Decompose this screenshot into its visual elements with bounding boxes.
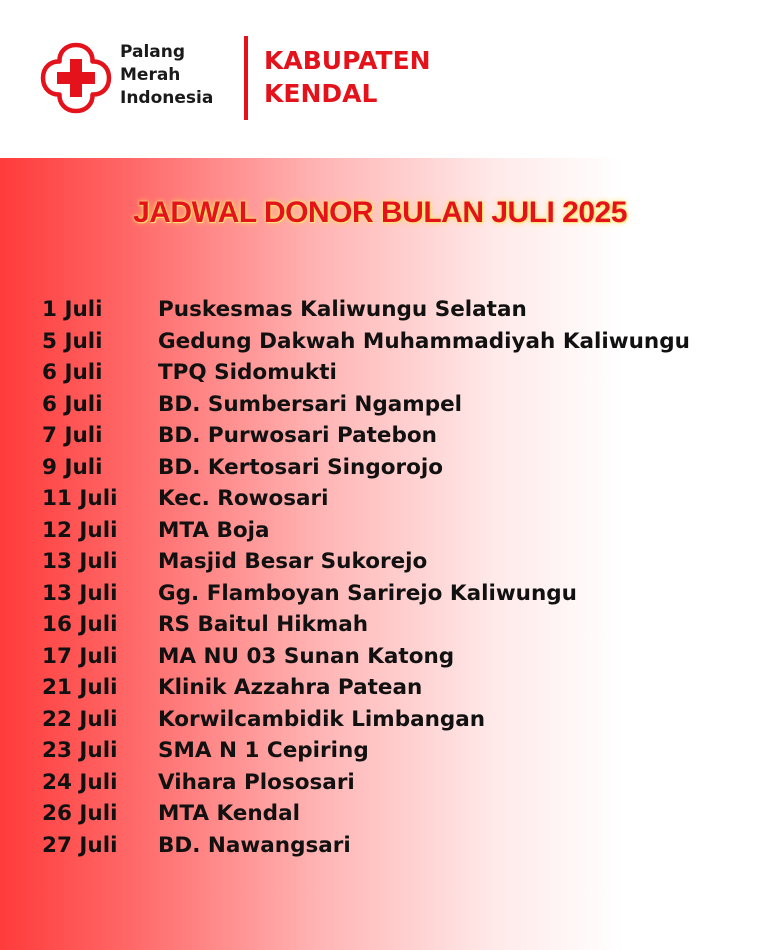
header-divider	[244, 36, 248, 120]
list-item	[42, 483, 742, 515]
schedule-location: Gg. Flamboyan Sarirejo Kaliwungu	[158, 580, 577, 606]
schedule-date: 22 Juli	[42, 706, 118, 732]
schedule-location: Vihara Plososari	[158, 769, 355, 795]
schedule-location: SMA N 1 Cepiring	[158, 738, 369, 764]
org-name-line-2: Merah	[120, 65, 181, 85]
schedule-date: 6 Juli	[42, 360, 103, 386]
list-item	[42, 326, 742, 358]
red-cross-flower-logo-icon	[40, 42, 112, 114]
list-item	[42, 609, 742, 641]
schedule-location: MTA Kendal	[158, 801, 300, 827]
schedule-location: RS Baitul Hikmah	[158, 612, 369, 638]
schedule-date: 7 Juli	[42, 423, 103, 449]
schedule-location: BD. Kertosari Singorojo	[158, 454, 444, 480]
list-item	[42, 452, 742, 484]
list-item	[42, 515, 742, 547]
list-item	[42, 357, 742, 389]
header	[0, 0, 760, 158]
schedule-location: Gedung Dakwah Muhammadiyah Kaliwungu	[158, 328, 690, 354]
branch-name-line-1: KABUPATEN	[264, 46, 431, 75]
schedule-location: BD. Nawangsari	[158, 832, 351, 858]
schedule-date: 13 Juli	[42, 580, 118, 606]
schedule-date: 5 Juli	[42, 328, 103, 354]
list-item	[42, 546, 742, 578]
schedule-date: 21 Juli	[42, 675, 118, 701]
schedule-date: 6 Juli	[42, 391, 103, 417]
schedule-date: 13 Juli	[42, 549, 118, 575]
list-item	[42, 767, 742, 799]
list-item	[42, 830, 742, 862]
list-item	[42, 389, 742, 421]
schedule-date: 24 Juli	[42, 769, 118, 795]
schedule-date: 11 Juli	[42, 486, 118, 512]
schedule-date: 26 Juli	[42, 801, 118, 827]
org-name-line-1: Palang	[120, 42, 186, 62]
schedule-location: Masjid Besar Sukorejo	[158, 549, 428, 575]
list-item	[42, 641, 742, 673]
schedule-location: TPQ Sidomukti	[158, 360, 337, 386]
schedule-date: 17 Juli	[42, 643, 118, 669]
schedule-date: 9 Juli	[42, 454, 103, 480]
schedule-date: 16 Juli	[42, 612, 118, 638]
schedule-location: MA NU 03 Sunan Katong	[158, 643, 455, 669]
schedule-location: BD. Sumbersari Ngampel	[158, 391, 463, 417]
schedule-location: Korwilcambidik Limbangan	[158, 706, 486, 732]
schedule-location: BD. Purwosari Patebon	[158, 423, 437, 449]
list-item	[42, 578, 742, 610]
list-item	[42, 798, 742, 830]
branch-name-line-2: KENDAL	[264, 79, 378, 108]
org-name-line-3: Indonesia	[120, 88, 214, 108]
list-item	[42, 294, 742, 326]
schedule-list	[42, 294, 742, 861]
schedule-location: MTA Boja	[158, 517, 270, 543]
list-item	[42, 735, 742, 767]
list-item	[42, 704, 742, 736]
branch-name	[264, 44, 431, 110]
page-title: JADWAL DONOR BULAN JULI 2025	[133, 196, 627, 229]
schedule-location: Kec. Rowosari	[158, 486, 329, 512]
list-item	[42, 420, 742, 452]
organization-name	[120, 41, 213, 110]
list-item	[42, 672, 742, 704]
schedule-date: 27 Juli	[42, 832, 118, 858]
schedule-location: Klinik Azzahra Patean	[158, 675, 423, 701]
schedule-location: Puskesmas Kaliwungu Selatan	[158, 297, 527, 323]
schedule-date: 12 Juli	[42, 517, 118, 543]
schedule-panel	[0, 158, 760, 950]
schedule-date: 1 Juli	[42, 297, 103, 323]
schedule-date: 23 Juli	[42, 738, 118, 764]
